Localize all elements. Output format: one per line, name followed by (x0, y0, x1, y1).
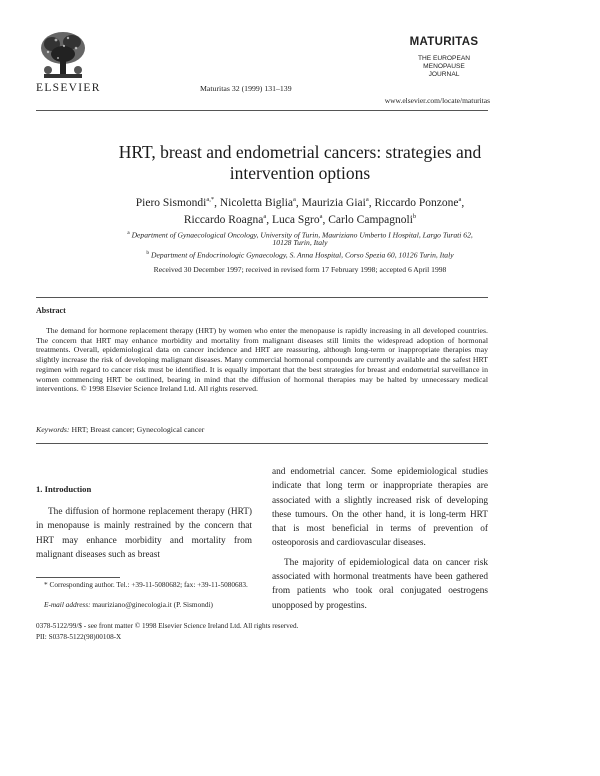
affiliation-b-text: Department of Endocrinologic Gynaecology, S. Anna Hospital, Corso Spezia 60, 10126 Turin, Italy (151, 250, 454, 260)
body-paragraph: and endometrial cancer. Some epidemiological studies indicate that long term or inappropriate therapies are associated with a slightly increased risk of developing these tumours. On the other hand, it is long-term HRT that is most beneficial in terms of prevention of osteoporosis and cardiovascular diseases. (272, 467, 488, 549)
author-separator: , (266, 213, 273, 226)
body-paragraph: The diffusion of hormone replacement therapy (HRT) in menopause is mainly restrained by the concern that HRT may enhance morbidity and mortality from malignant diseases such as breast (36, 507, 252, 560)
affiliation-b-mark: b (146, 250, 150, 256)
journal-subtitle-2: MENOPAUSE (423, 63, 465, 70)
journal-reference: Maturitas 32 (1999) 131–139 (200, 84, 292, 93)
received-dates: Received 30 December 1997; received in revised form 17 February 1998; accepted 6 April 1998 (153, 265, 447, 274)
author-name: Riccardo Ponzone (374, 196, 459, 209)
author-affiliation-mark: a (458, 196, 462, 203)
author-affiliation-mark: a (263, 213, 267, 220)
abstract-body: The demand for hormone replacement therapy (HRT) by women who enter the menopause is rapidly increasing in all developed countries. The concern that HRT may enhance morbidity and mortality from malignant diseases still limits the widespread adoption of hormonal treatments. Overall, epidemiological data on cancer incidence and HRT are reassuring, although long-term or inappropriate therapies may slightly increase the risk of developing malignant diseases. Many commercial hormonal compounds are currently available and the safest HRT regimen with regard to cancer risk must be identified. It is equally important that the best strategies for breast and endometrial surveillance in women commencing HRT be outlined, bearing in mind that the diffusion of hormonal therapies may be halted by unnecessary medical interventions. © 1998 Elsevier Science Ireland Ltd. All rights reserved. (36, 326, 488, 394)
author-affiliation-mark: a (365, 196, 369, 203)
journal-subtitle-1: THE EUROPEAN (417, 55, 471, 62)
author-affiliation-mark: b (412, 213, 417, 220)
article-title-line-1: HRT, breast and endometrial cancers: strategies and (118, 142, 482, 162)
author-list-line-1 (36, 192, 564, 211)
header-divider (36, 110, 488, 111)
journal-subtitle-3: JOURNAL (428, 71, 460, 78)
email-address-link[interactable]: mauriziano@ginecologia.it (P. Sismondi) (90, 600, 213, 609)
author-name: Carlo Campagnoli (328, 213, 413, 226)
author-name: Luca Sgro (272, 213, 320, 226)
keywords-list: HRT; Breast cancer; Gynecological cancer (69, 425, 205, 434)
journal-website-link[interactable]: www.elsevier.com/locate/maturitas (384, 96, 490, 105)
author-affiliation-mark: a (293, 196, 296, 203)
journal-name: MATURITAS (409, 36, 479, 48)
author-name: Piero Sismondi (135, 196, 207, 209)
author-name: Maurizia Giai (301, 196, 366, 209)
author-separator: , (295, 196, 302, 209)
author-list-line-2 (36, 209, 564, 228)
abstract-heading: Abstract (36, 306, 66, 315)
author-affiliation-mark: a (319, 213, 323, 220)
affiliation-b (80, 249, 520, 260)
author-separator: , (322, 213, 329, 226)
article-title-line-2: intervention options (229, 163, 371, 183)
author-separator: , (368, 196, 375, 209)
footnote-divider (36, 577, 120, 578)
author-name: Nicoletta Biglia (219, 196, 294, 209)
body-column-left (36, 505, 252, 562)
keywords (36, 425, 204, 434)
abstract-bottom-divider (36, 443, 488, 444)
email-label: E-mail address: (44, 600, 91, 609)
author-separator: , (461, 196, 465, 209)
pii-line: PII: S0378-5122(98)00108-X (36, 633, 122, 641)
body-column-right (272, 465, 488, 613)
body-paragraph: The majority of epidemiological data on cancer risk associated with hormonal treatments have been gathered from patients who took oral conjugated oestrogens unopposed by progestins. (272, 557, 488, 611)
keywords-label: Keywords: (36, 425, 70, 434)
affiliation-a-text: Department of Gynaecological Oncology, University of Turin, Mauriziano Umberto I Hospital, Largo Turati 62, (131, 230, 473, 240)
elsevier-tree-logo-icon (38, 30, 88, 84)
publisher-name: ELSEVIER (36, 82, 101, 94)
footnote-email (36, 600, 260, 610)
affiliation-a-mark: a (127, 230, 130, 236)
author-separator: , (214, 196, 220, 209)
copyright-line: 0378-5122/99/$ - see front matter © 1998 Elsevier Science Ireland Ltd. All rights reserved. (36, 622, 299, 630)
author-name: Riccardo Roagna (183, 213, 264, 226)
author-affiliation-mark: a,* (206, 196, 215, 203)
footnote-corresponding-author: * Corresponding author. Tel.: +39-11-5080682; fax: +39-11-5080683. (44, 580, 248, 589)
abstract-top-divider (36, 297, 488, 298)
affiliation-a-line-2: 10128 Turin, Italy (272, 238, 328, 247)
section-heading-introduction: 1. Introduction (36, 484, 92, 494)
